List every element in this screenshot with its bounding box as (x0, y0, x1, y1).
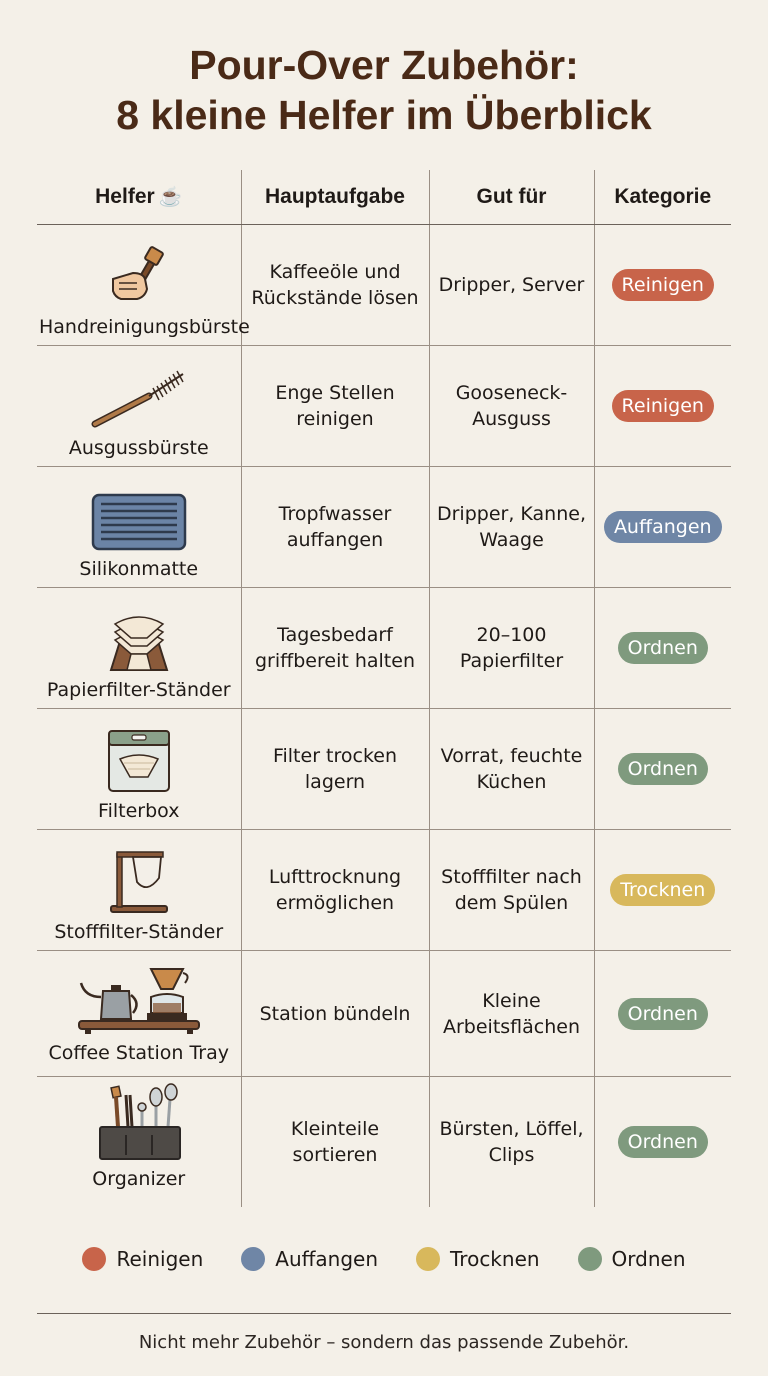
category-badge: Ordnen (618, 998, 708, 1030)
helper-name: Handreinigungsbürste (39, 316, 250, 338)
spout-brush-icon (89, 366, 189, 430)
good-for-cell: Dripper, Server (429, 225, 594, 346)
category-badge: Ordnen (618, 1126, 708, 1158)
legend-item-auffangen (241, 1243, 378, 1275)
cloth-filter-stand-icon (109, 848, 169, 914)
legend-item-trocknen (416, 1243, 540, 1275)
legend-label: Auffangen (275, 1247, 379, 1271)
good-for-cell: Stofffilter nach dem Spülen (429, 830, 594, 951)
helper-cell (37, 588, 241, 709)
legend-dot (416, 1247, 440, 1271)
helper-cell (37, 346, 241, 467)
helper-cell (37, 467, 241, 588)
footer-note: Nicht mehr Zubehör – sondern das passende Zubehör. (138, 1332, 630, 1353)
task-cell: Tagesbedarf griffbereit halten (241, 588, 429, 709)
task-cell: Kaffeeöle und Rückstände lösen (241, 225, 429, 346)
legend-dot (82, 1247, 106, 1271)
header-helper: Helfer ☕ (37, 170, 241, 225)
task-cell: Enge Stellen reinigen (241, 346, 429, 467)
good-for-cell: Bürsten, Löffel, Clips (429, 1077, 594, 1207)
category-badge: Trocknen (610, 874, 715, 906)
helper-name: Silikonmatte (79, 558, 199, 580)
task-cell: Tropfwasser auffangen (241, 467, 429, 588)
legend-label: Trocknen (450, 1247, 540, 1271)
page-title (0, 40, 768, 140)
hand-brush-icon (107, 245, 171, 309)
legend-label: Ordnen (611, 1247, 686, 1271)
table-row (37, 346, 731, 467)
category-badge: Reinigen (612, 269, 714, 301)
silicone-mat-icon (91, 493, 187, 551)
paper-filter-stand-icon (107, 610, 171, 672)
category-cell (594, 830, 731, 951)
legend-dot (578, 1247, 602, 1271)
coffee-station-tray-icon (77, 963, 201, 1035)
table-row (37, 225, 731, 346)
legend-dot (241, 1247, 265, 1271)
accessory-table (37, 170, 731, 1207)
title-line-2: 8 kleine Helfer im Überblick (116, 92, 652, 138)
good-for-cell: Dripper, Kanne, Waage (429, 467, 594, 588)
category-cell (594, 346, 731, 467)
legend-item-ordnen (578, 1243, 686, 1275)
good-for-cell: Vorrat, feuchte Küchen (429, 709, 594, 830)
helper-name: Stofffilter-Ständer (54, 921, 224, 943)
category-badge: Ordnen (618, 753, 708, 785)
table-row (37, 951, 731, 1077)
title-line-1: Pour-Over Zubehör: (189, 42, 579, 88)
footer-divider (37, 1313, 731, 1314)
good-for-cell: Kleine Arbeitsflächen (429, 951, 594, 1077)
category-cell (594, 467, 731, 588)
helper-cell (37, 830, 241, 951)
legend-item-reinigen (82, 1243, 203, 1275)
helper-name: Organizer (92, 1168, 186, 1190)
helper-cell (37, 225, 250, 346)
helper-name: Papierfilter-Ständer (46, 679, 231, 701)
legend-label: Reinigen (116, 1247, 204, 1271)
helper-cell (37, 1077, 241, 1207)
category-badge: Ordnen (618, 632, 708, 664)
table-row (37, 830, 731, 951)
category-legend (0, 1243, 768, 1275)
header-task: Hauptaufgabe (241, 170, 429, 225)
category-cell (594, 1077, 731, 1207)
filter-box-icon (106, 729, 172, 793)
table-header-row (37, 170, 731, 225)
helper-cell (37, 951, 241, 1077)
task-cell: Lufttrocknung ermöglichen (241, 830, 429, 951)
table-row (37, 1077, 731, 1207)
category-cell (594, 225, 731, 346)
category-cell (594, 951, 731, 1077)
table-row (37, 588, 731, 709)
helper-cell (37, 709, 241, 830)
task-cell: Filter trocken lagern (241, 709, 429, 830)
helper-name: Filterbox (98, 800, 180, 822)
category-badge: Auffangen (604, 511, 722, 543)
organizer-icon (94, 1083, 184, 1161)
good-for-cell: 20–100 Papierfilter (429, 588, 594, 709)
helper-name: Coffee Station Tray (48, 1042, 229, 1064)
coffee-cup-icon: ☕ (158, 187, 183, 208)
table-row (37, 709, 731, 830)
task-cell: Station bündeln (241, 951, 429, 1077)
header-category: Kategorie (594, 170, 731, 225)
category-badge: Reinigen (612, 390, 714, 422)
helper-name: Ausgussbürste (68, 437, 209, 459)
table-row (37, 467, 731, 588)
category-cell (594, 588, 731, 709)
header-good-for: Gut für (429, 170, 594, 225)
task-cell: Kleinteile sortieren (241, 1077, 429, 1207)
category-cell (594, 709, 731, 830)
good-for-cell: Gooseneck-Ausguss (429, 346, 594, 467)
